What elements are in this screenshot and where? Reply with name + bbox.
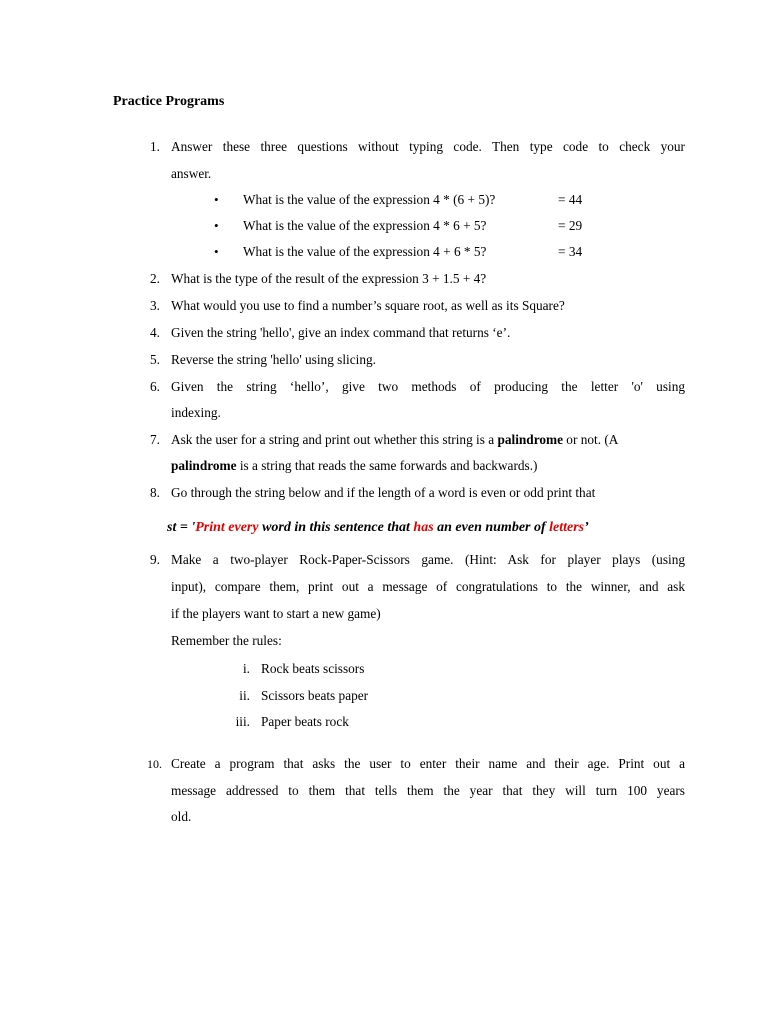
rules-intro: Remember the rules: xyxy=(171,633,282,648)
item-text: Reverse the string 'hello' using slicing. xyxy=(171,352,376,367)
code-suffix: ’ xyxy=(584,520,589,535)
item-text: answer. xyxy=(171,166,212,181)
palindrome-term: palindrome xyxy=(171,458,237,473)
rule-number: iii. xyxy=(235,714,250,729)
item-number: 8. xyxy=(150,485,160,500)
item-number: 10. xyxy=(147,757,162,771)
item-text: Go through the string below and if the length of a word is even or odd print that xyxy=(171,485,596,500)
item-number: 3. xyxy=(150,298,160,313)
code-text: word in this sentence that xyxy=(258,520,414,535)
item-text: What would you use to find a number’s square root, as well as its Square? xyxy=(171,298,565,313)
bullet-question: What is the value of the expression 4 * (6 + 5)? xyxy=(243,192,496,207)
bullet-answer: = 29 xyxy=(558,218,583,233)
item-text: What is the type of the result of the expression 3 + 1.5 + 4? xyxy=(171,271,487,286)
item-text: Make a two-player Rock-Paper-Scissors game. (Hint: Ask for player plays (using xyxy=(171,552,685,567)
item-text: Create a program that asks the user to enter their name and their age. Print out a xyxy=(171,756,685,771)
bullet-icon: • xyxy=(214,218,219,233)
rule-text: Scissors beats paper xyxy=(261,688,369,703)
rule-text: Rock beats scissors xyxy=(261,661,365,676)
rule-number: i. xyxy=(242,661,250,676)
item-text-part: or not. (A xyxy=(562,432,619,447)
bullet-answer: = 44 xyxy=(558,192,583,207)
item-number: 9. xyxy=(150,552,160,567)
item-number: 6. xyxy=(150,379,160,394)
page-title: Practice Programs xyxy=(113,94,225,109)
item-number: 5. xyxy=(150,352,160,367)
bullet-answer: = 34 xyxy=(558,244,583,259)
bullet-question: What is the value of the expression 4 + 6 * 5? xyxy=(243,244,487,259)
item-text-part: is a string that reads the same forwards and backwards.) xyxy=(236,458,538,473)
item-text: old. xyxy=(171,809,192,824)
code-red-word: has xyxy=(413,520,434,535)
item-text: indexing. xyxy=(171,405,221,420)
item-text-part: Ask the user for a string and print out whether this string is a xyxy=(171,432,498,447)
rule-text: Paper beats rock xyxy=(261,714,349,729)
item-number: 2. xyxy=(150,271,160,286)
item-text: message addressed to them that tells them the year that they will turn 100 years xyxy=(171,783,685,798)
code-red-word: letters xyxy=(549,520,585,535)
item-text: input), compare them, print out a message of congratulations to the winner, and ask xyxy=(171,579,685,594)
bullet-icon: • xyxy=(214,192,219,207)
bullet-icon: • xyxy=(214,244,219,259)
code-prefix: st = ' xyxy=(167,520,196,535)
bullet-question: What is the value of the expression 4 * 6 + 5? xyxy=(243,218,487,233)
code-string xyxy=(167,520,589,536)
item-number: 1. xyxy=(150,139,160,154)
palindrome-term: palindrome xyxy=(497,432,563,447)
item-text: Given the string 'hello', give an index command that returns ‘e’. xyxy=(171,325,511,340)
item-text: if the players want to start a new game) xyxy=(171,606,381,621)
code-red-word: Print every xyxy=(195,520,259,535)
item-text xyxy=(171,432,618,448)
item-text: Answer these three questions without typing code. Then type code to check your xyxy=(171,139,685,154)
item-number: 4. xyxy=(150,325,160,340)
code-text: an even number of xyxy=(433,520,550,535)
item-text xyxy=(171,458,537,474)
rule-number: ii. xyxy=(239,688,250,703)
item-number: 7. xyxy=(150,432,160,447)
item-text: Given the string ‘hello’, give two methods of producing the letter 'o' using xyxy=(171,379,685,394)
